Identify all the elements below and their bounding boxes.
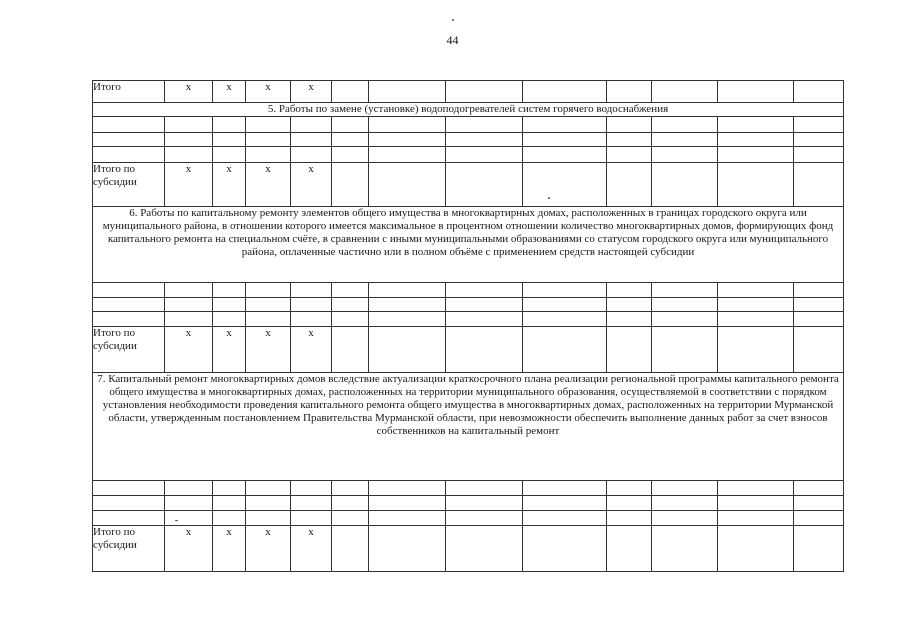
empty-cell bbox=[607, 496, 652, 511]
empty-cell bbox=[213, 147, 246, 163]
empty-cell bbox=[652, 163, 718, 207]
section-6-title: 6. Работы по капитальному ремонту элементов общего имущества в многоквартирных домах, расположенных в границах городского округа или муниципального района, в отношении которого имеется максимальное в процентном отношении количество многоквартирных домов, формирующих фонд капитального ремонта на специальном счёте, в сравнении с иными муниципальными образованиями со статусом городского округа или муниципального района, оплаченные частично или в полном объёме с применением средств настоящей субсидии bbox=[93, 207, 844, 283]
table-row bbox=[93, 312, 844, 327]
empty-cell bbox=[165, 147, 213, 163]
empty-cell bbox=[93, 283, 165, 298]
empty-cell bbox=[523, 163, 607, 207]
empty-cell bbox=[93, 147, 165, 163]
empty-cell bbox=[794, 481, 844, 496]
x-mark-cell: x bbox=[213, 163, 246, 207]
empty-cell bbox=[369, 147, 446, 163]
empty-cell bbox=[718, 81, 794, 103]
table-row bbox=[93, 496, 844, 511]
empty-cell bbox=[332, 511, 369, 526]
x-mark-cell: x bbox=[213, 526, 246, 572]
empty-cell bbox=[794, 511, 844, 526]
empty-cell bbox=[369, 481, 446, 496]
x-mark-cell: x bbox=[165, 526, 213, 572]
section-6 bbox=[93, 207, 844, 283]
x-mark-cell: x bbox=[246, 526, 291, 572]
empty-cell bbox=[93, 496, 165, 511]
empty-cell bbox=[291, 283, 332, 298]
empty-cell bbox=[652, 327, 718, 373]
subsidy-table bbox=[92, 80, 844, 572]
empty-cell bbox=[165, 511, 213, 526]
empty-cell bbox=[332, 327, 369, 373]
empty-cell bbox=[607, 117, 652, 133]
x-mark-cell: x bbox=[291, 327, 332, 373]
empty-cell bbox=[652, 117, 718, 133]
empty-cell bbox=[794, 327, 844, 373]
table-row bbox=[93, 147, 844, 163]
empty-cell bbox=[794, 147, 844, 163]
empty-cell bbox=[718, 496, 794, 511]
section-5-title: 5. Работы по замене (установке) водоподогревателей систем горячего водоснабжения bbox=[93, 103, 844, 117]
empty-cell bbox=[332, 481, 369, 496]
empty-cell bbox=[93, 511, 165, 526]
empty-cell bbox=[165, 283, 213, 298]
page-number: 44 bbox=[446, 33, 459, 47]
empty-cell bbox=[165, 298, 213, 312]
empty-cell bbox=[291, 298, 332, 312]
empty-cell bbox=[332, 133, 369, 147]
empty-cell bbox=[652, 526, 718, 572]
empty-cell bbox=[446, 526, 523, 572]
empty-cell bbox=[213, 312, 246, 327]
empty-cell bbox=[246, 481, 291, 496]
empty-cell bbox=[523, 117, 607, 133]
total-row bbox=[93, 81, 844, 103]
empty-cell bbox=[93, 133, 165, 147]
empty-cell bbox=[794, 283, 844, 298]
empty-cell bbox=[718, 117, 794, 133]
empty-cell bbox=[213, 133, 246, 147]
empty-cell bbox=[718, 283, 794, 298]
empty-cell bbox=[246, 147, 291, 163]
empty-cell bbox=[291, 117, 332, 133]
empty-cell bbox=[523, 511, 607, 526]
empty-cell bbox=[523, 147, 607, 163]
table-row bbox=[93, 298, 844, 312]
empty-cell bbox=[718, 312, 794, 327]
empty-cell bbox=[446, 163, 523, 207]
empty-cell bbox=[93, 298, 165, 312]
empty-cell bbox=[718, 147, 794, 163]
x-mark-cell: x bbox=[246, 81, 291, 103]
empty-cell bbox=[165, 496, 213, 511]
empty-cell bbox=[165, 481, 213, 496]
empty-cell bbox=[369, 496, 446, 511]
subsidy-total-row bbox=[93, 526, 844, 572]
empty-cell bbox=[607, 283, 652, 298]
empty-cell bbox=[718, 133, 794, 147]
empty-cell bbox=[718, 481, 794, 496]
x-mark-cell: x bbox=[291, 163, 332, 207]
empty-cell bbox=[246, 511, 291, 526]
empty-cell bbox=[291, 312, 332, 327]
empty-cell bbox=[332, 147, 369, 163]
total-label: Итого по субсидии bbox=[93, 327, 165, 373]
empty-cell bbox=[718, 163, 794, 207]
empty-cell bbox=[794, 81, 844, 103]
empty-cell bbox=[652, 81, 718, 103]
empty-cell bbox=[332, 163, 369, 207]
empty-cell bbox=[246, 312, 291, 327]
empty-cell bbox=[523, 298, 607, 312]
empty-cell bbox=[652, 133, 718, 147]
empty-cell bbox=[446, 312, 523, 327]
empty-cell bbox=[607, 147, 652, 163]
x-mark-cell: x bbox=[213, 81, 246, 103]
empty-cell bbox=[652, 298, 718, 312]
table-row bbox=[93, 283, 844, 298]
empty-cell bbox=[291, 147, 332, 163]
x-mark-cell: x bbox=[165, 327, 213, 373]
table-row bbox=[93, 511, 844, 526]
empty-cell bbox=[523, 327, 607, 373]
empty-cell bbox=[794, 298, 844, 312]
empty-cell bbox=[794, 163, 844, 207]
empty-cell bbox=[718, 298, 794, 312]
x-mark-cell: x bbox=[213, 327, 246, 373]
empty-cell bbox=[213, 117, 246, 133]
empty-cell bbox=[523, 283, 607, 298]
empty-cell bbox=[607, 511, 652, 526]
empty-cell bbox=[369, 298, 446, 312]
empty-cell bbox=[93, 312, 165, 327]
empty-cell bbox=[369, 163, 446, 207]
x-mark-cell: x bbox=[291, 526, 332, 572]
table-row bbox=[93, 117, 844, 133]
empty-cell bbox=[794, 496, 844, 511]
section-7-title: 7. Капитальный ремонт многоквартирных домов вследствие актуализации краткосрочного плана реализации региональной программы капитального ремонта общего имущества в многоквартирных домах, расположенных на территории муниципального образования, осуществляемой в соответствии с порядком установления необходимости проведения капитального ремонта общего имущества в многоквартирных домах, расположенных на территории Мурманской области, утвержденным постановлением Правительства Мурманской области, при невозможности обеспечить выполнение данных работ за счет взносов собственников на капитальный ремонт bbox=[93, 373, 844, 481]
empty-cell bbox=[369, 283, 446, 298]
empty-cell bbox=[607, 133, 652, 147]
empty-cell bbox=[213, 511, 246, 526]
empty-cell bbox=[523, 312, 607, 327]
subsidy-total-row bbox=[93, 163, 844, 207]
scan-speck bbox=[452, 19, 454, 21]
x-mark-cell: x bbox=[291, 81, 332, 103]
empty-cell bbox=[213, 481, 246, 496]
empty-cell bbox=[332, 81, 369, 103]
empty-cell bbox=[291, 481, 332, 496]
empty-cell bbox=[165, 312, 213, 327]
empty-cell bbox=[291, 496, 332, 511]
empty-cell bbox=[332, 283, 369, 298]
empty-cell bbox=[332, 298, 369, 312]
empty-cell bbox=[652, 496, 718, 511]
empty-cell bbox=[246, 117, 291, 133]
empty-cell bbox=[446, 511, 523, 526]
empty-cell bbox=[523, 81, 607, 103]
empty-cell bbox=[607, 327, 652, 373]
x-mark-cell: x bbox=[165, 81, 213, 103]
empty-cell bbox=[213, 496, 246, 511]
empty-cell bbox=[446, 298, 523, 312]
empty-cell bbox=[93, 481, 165, 496]
empty-cell bbox=[446, 327, 523, 373]
empty-cell bbox=[794, 526, 844, 572]
empty-cell bbox=[607, 526, 652, 572]
empty-cell bbox=[369, 327, 446, 373]
empty-cell bbox=[652, 511, 718, 526]
empty-cell bbox=[246, 298, 291, 312]
empty-cell bbox=[369, 526, 446, 572]
table-row bbox=[93, 481, 844, 496]
empty-cell bbox=[607, 298, 652, 312]
empty-cell bbox=[369, 117, 446, 133]
empty-cell bbox=[165, 117, 213, 133]
empty-cell bbox=[718, 327, 794, 373]
empty-cell bbox=[369, 81, 446, 103]
x-mark-cell: x bbox=[165, 163, 213, 207]
empty-cell bbox=[291, 133, 332, 147]
empty-cell bbox=[446, 496, 523, 511]
empty-cell bbox=[332, 312, 369, 327]
empty-cell bbox=[607, 81, 652, 103]
empty-cell bbox=[165, 133, 213, 147]
empty-cell bbox=[446, 481, 523, 496]
empty-cell bbox=[332, 496, 369, 511]
x-mark-cell: x bbox=[246, 163, 291, 207]
empty-cell bbox=[246, 133, 291, 147]
empty-cell bbox=[446, 81, 523, 103]
empty-cell bbox=[446, 133, 523, 147]
empty-cell bbox=[291, 511, 332, 526]
empty-cell bbox=[369, 511, 446, 526]
empty-cell bbox=[93, 117, 165, 133]
empty-cell bbox=[369, 133, 446, 147]
empty-cell bbox=[523, 526, 607, 572]
empty-cell bbox=[446, 283, 523, 298]
empty-cell bbox=[246, 496, 291, 511]
empty-cell bbox=[523, 133, 607, 147]
empty-cell bbox=[607, 481, 652, 496]
empty-cell bbox=[794, 117, 844, 133]
total-label: Итого по субсидии bbox=[93, 163, 165, 207]
total-label: Итого по субсидии bbox=[93, 526, 165, 572]
empty-cell bbox=[607, 312, 652, 327]
empty-cell bbox=[652, 283, 718, 298]
empty-cell bbox=[607, 163, 652, 207]
subsidy-total-row bbox=[93, 327, 844, 373]
empty-cell bbox=[446, 117, 523, 133]
empty-cell bbox=[369, 312, 446, 327]
empty-cell bbox=[652, 312, 718, 327]
empty-cell bbox=[718, 511, 794, 526]
table-row bbox=[93, 133, 844, 147]
empty-cell bbox=[523, 481, 607, 496]
empty-cell bbox=[213, 283, 246, 298]
empty-cell bbox=[718, 526, 794, 572]
empty-cell bbox=[332, 117, 369, 133]
empty-cell bbox=[794, 133, 844, 147]
section-7 bbox=[93, 373, 844, 481]
empty-cell bbox=[794, 312, 844, 327]
total-label: Итого bbox=[93, 81, 165, 103]
empty-cell bbox=[446, 147, 523, 163]
empty-cell bbox=[523, 496, 607, 511]
empty-cell bbox=[332, 526, 369, 572]
empty-cell bbox=[652, 481, 718, 496]
empty-cell bbox=[213, 298, 246, 312]
empty-cell bbox=[652, 147, 718, 163]
x-mark-cell: x bbox=[246, 327, 291, 373]
section-5 bbox=[93, 103, 844, 117]
empty-cell bbox=[246, 283, 291, 298]
